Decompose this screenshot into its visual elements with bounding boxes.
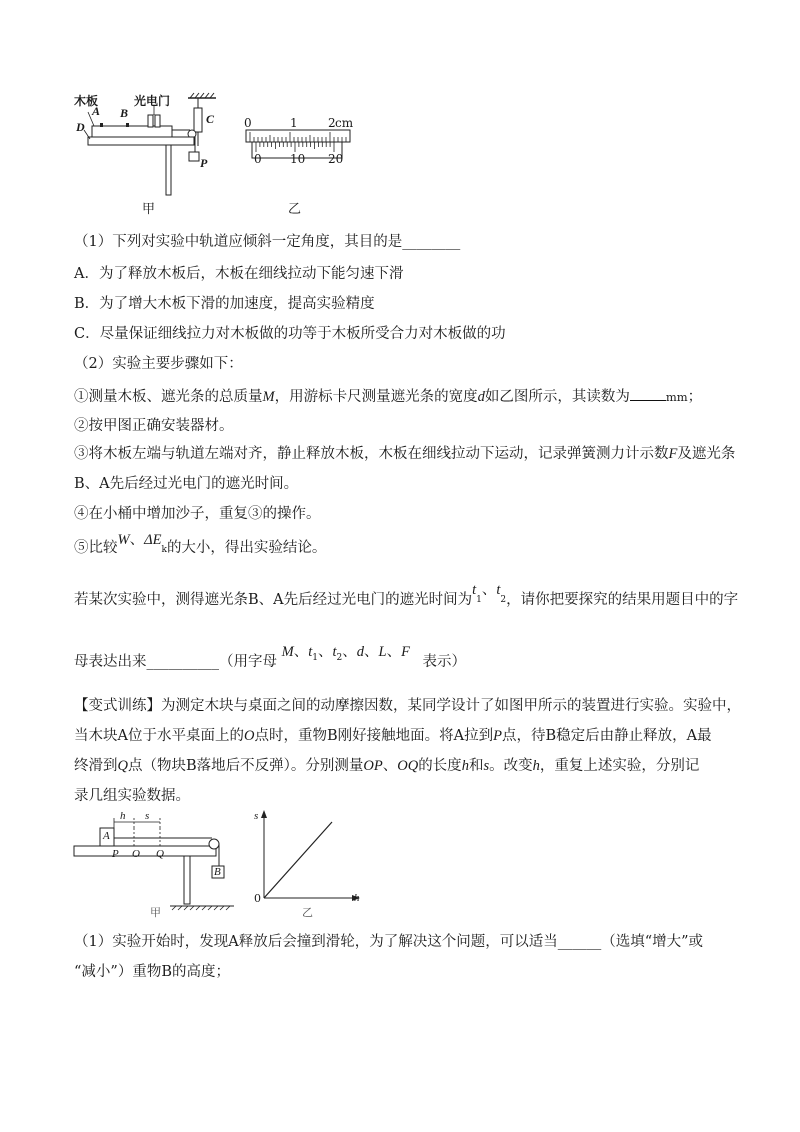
letter-t1: t bbox=[308, 644, 313, 660]
variant-q1-line-1 bbox=[74, 932, 703, 952]
result-line2-mid: （用字母 bbox=[219, 654, 277, 670]
result-sep: 、 bbox=[481, 582, 497, 598]
variant-q1-line-2: “减小”）重物B的高度； bbox=[74, 964, 230, 980]
result-letters bbox=[281, 644, 410, 663]
step-1-post: 如乙图所示，其读数为 bbox=[484, 389, 630, 405]
variant-l2-pre: 当木块A位于水平桌面上的 bbox=[74, 728, 244, 744]
sep-4: 、 bbox=[363, 644, 379, 660]
letter-d: d bbox=[356, 644, 364, 660]
step-5-post: 的大小，得出实验结论。 bbox=[166, 540, 327, 556]
step-5-w: W bbox=[117, 532, 130, 548]
label-c: C bbox=[206, 112, 215, 126]
variant-oq: OQ bbox=[397, 758, 419, 774]
result-t1-sub: 1 bbox=[476, 594, 482, 605]
vernier-tick-10: 10 bbox=[290, 152, 306, 166]
fig2-label-q: Q bbox=[156, 848, 164, 860]
sep-3: 、 bbox=[342, 644, 357, 660]
label-a: A bbox=[92, 104, 101, 118]
result-t2: t bbox=[496, 582, 501, 598]
caption-yi-2: 乙 bbox=[302, 906, 313, 919]
variant-h: h bbox=[461, 758, 469, 774]
step-2: ②按甲图正确安装器材。 bbox=[74, 418, 234, 434]
label-d: D bbox=[76, 120, 85, 134]
step-3-post: 及遮光条 bbox=[677, 446, 736, 462]
caption-jia-1: 甲 bbox=[142, 202, 156, 217]
figure-1-apparatus bbox=[70, 90, 360, 220]
sep-2: 、 bbox=[317, 644, 333, 660]
variant-line-3 bbox=[74, 756, 699, 776]
sep-1: 、 bbox=[293, 644, 309, 660]
variant-line-2 bbox=[74, 726, 712, 746]
step-3-line-1 bbox=[74, 444, 735, 464]
question-1-text: （1）下列对实验中轨道应倾斜一定角度，其目的是 bbox=[74, 234, 403, 250]
vernier-tick-20: 20 bbox=[328, 152, 344, 166]
fig2-label-o: O bbox=[132, 848, 140, 860]
result-t1: t bbox=[472, 582, 477, 598]
letter-t2: t bbox=[332, 644, 337, 660]
fig2-label-a: A bbox=[103, 830, 110, 842]
graph-origin: 0 bbox=[254, 892, 261, 905]
figure-2-apparatus bbox=[70, 808, 370, 918]
friction-apparatus-diagram bbox=[70, 808, 370, 918]
variant-h-2: h bbox=[532, 758, 540, 774]
variant-o: O bbox=[243, 728, 255, 744]
caption-yi-1: 乙 bbox=[288, 202, 302, 217]
variant-q: Q bbox=[117, 758, 128, 774]
fig2-label-p: P bbox=[112, 848, 119, 860]
letter-l: L bbox=[378, 644, 387, 660]
fig2-label-b: B bbox=[214, 866, 221, 878]
step-1-blank bbox=[630, 386, 666, 401]
question-1-blank: ________ bbox=[402, 234, 461, 250]
step-1-d: d bbox=[477, 389, 485, 405]
question-1 bbox=[74, 232, 460, 252]
variant-and: 和 bbox=[468, 758, 484, 774]
vernier-tick-0: 0 bbox=[254, 152, 262, 166]
variant-p: P bbox=[493, 728, 502, 744]
result-blank: __________ bbox=[146, 654, 219, 670]
variant-l3-end: 。改变 bbox=[489, 758, 533, 774]
main-scale-tick-1: 1 bbox=[290, 116, 298, 130]
result-post: ，请你把要探究的结果用题目中的字 bbox=[506, 592, 739, 608]
letter-f: F bbox=[401, 644, 410, 660]
letter-t2-sub: 2 bbox=[336, 652, 343, 663]
step-1-unit: mm bbox=[665, 390, 688, 404]
fig2-label-h: h bbox=[120, 810, 126, 822]
variant-line-4: 录几组实验数据。 bbox=[74, 788, 190, 804]
main-scale-tick-0: 0 bbox=[244, 116, 252, 130]
step-1-m: M bbox=[262, 389, 275, 405]
label-b: B bbox=[120, 106, 129, 120]
step-5-sep: 、 bbox=[129, 532, 145, 548]
variant-op: OP bbox=[363, 758, 383, 774]
result-line2-pre: 母表达出来 bbox=[74, 654, 147, 670]
variant-l2-post: 点时，重物B刚好接触地面。将A拉到 bbox=[254, 728, 494, 744]
step-5-pre: ⑤比较 bbox=[74, 540, 118, 556]
option-a: A．为了释放木板后，木板在细线拉动下能匀速下滑 bbox=[74, 266, 404, 282]
step-4: ④在小桶中增加沙子，重复③的操作。 bbox=[74, 506, 321, 522]
variant-q1-post: （选填“增大”或 bbox=[601, 934, 704, 950]
label-photogate: 光电门 bbox=[134, 94, 171, 108]
label-board: 木板 bbox=[74, 94, 99, 108]
question-2: （2）实验主要步骤如下： bbox=[74, 356, 243, 372]
variant-l3-mid2: 的长度 bbox=[418, 758, 462, 774]
variant-q1-blank: ______ bbox=[557, 934, 602, 950]
variant-q1-text: （1）实验开始时，发现A释放后会撞到滑轮，为了解决这个问题，可以适当 bbox=[74, 934, 558, 950]
graph-ylabel-s: s bbox=[254, 810, 259, 822]
variant-dun: 、 bbox=[382, 758, 398, 774]
label-p: P bbox=[200, 156, 208, 170]
letter-m: M bbox=[281, 644, 294, 660]
step-3-f: F bbox=[668, 446, 678, 462]
step-1-end: ； bbox=[687, 389, 703, 405]
option-c: C．尽量保证细线拉力对木板做的功等于木板所受合力对木板做的功 bbox=[74, 326, 506, 342]
result-pre: 若某次实验中，测得遮光条B、A先后经过光电门的遮光时间为 bbox=[74, 592, 473, 608]
fig2-label-s: s bbox=[145, 810, 150, 822]
main-scale-tick-2: 2 bbox=[328, 116, 336, 130]
step-3-line-2: B、A先后经过光电门的遮光时间。 bbox=[74, 476, 299, 492]
step-1-mid: ，用游标卡尺测量遮光条的宽度 bbox=[274, 389, 478, 405]
result-line-1 bbox=[74, 582, 739, 616]
step-5-de: ΔE bbox=[144, 532, 162, 548]
variant-l3-mid: 点（物块B落地后不反弹）。分别测量 bbox=[127, 758, 364, 774]
letter-t1-sub: 1 bbox=[312, 652, 318, 663]
step-1-pre: ①测量木板、遮光条的总质量 bbox=[74, 389, 263, 405]
step-5 bbox=[74, 532, 327, 564]
graph-xlabel-h: h bbox=[354, 892, 360, 904]
variant-s: s bbox=[483, 758, 490, 774]
step-3-pre: ③将木板左端与轨道左端对齐，静止释放木板，木板在细线拉动下运动，记录弹簧测力计示数 bbox=[74, 446, 669, 462]
caption-jia-2: 甲 bbox=[150, 906, 161, 919]
variant-line-1: 【变式训练】为测定木块与桌面之间的动摩擦因数，某同学设计了如图甲所示的装置进行实验。实验中， bbox=[74, 698, 741, 714]
result-line-2 bbox=[74, 644, 467, 678]
main-scale-unit: cm bbox=[335, 116, 354, 130]
option-b: B．为了增大木板下滑的加速度，提高实验精度 bbox=[74, 296, 375, 312]
result-t2-sub: 2 bbox=[500, 594, 507, 605]
step-1 bbox=[74, 386, 702, 407]
variant-l3-pre: 终滑到 bbox=[74, 758, 118, 774]
result-line2-post: 表示） bbox=[422, 654, 467, 670]
sep-5: 、 bbox=[386, 644, 402, 660]
variant-l2-end: 点，待B稳定后由静止释放，A最 bbox=[501, 728, 712, 744]
variant-l3-end2: ，重复上述实验，分别记 bbox=[539, 758, 700, 774]
step-5-sub-k: k bbox=[161, 544, 167, 555]
